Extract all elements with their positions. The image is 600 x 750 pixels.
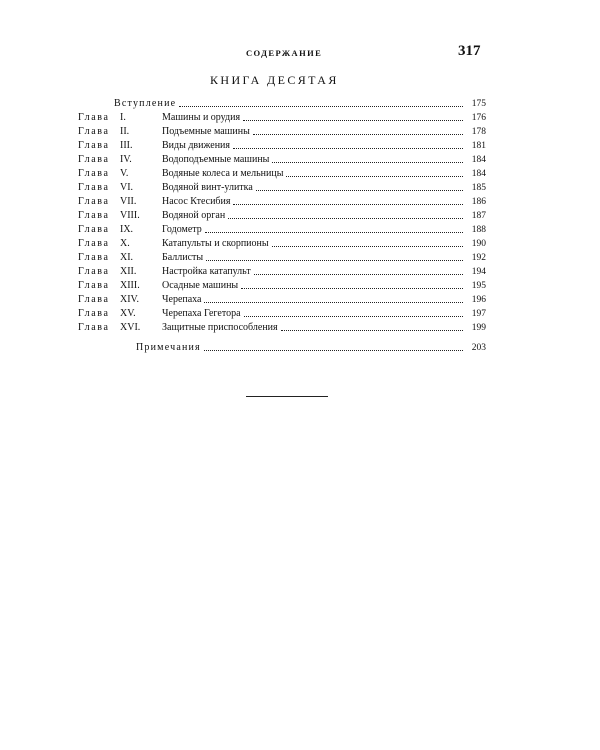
chapter-number: IX. (120, 224, 134, 235)
dot-leader (256, 190, 463, 191)
chapter-prefix: Глава (78, 154, 110, 165)
dot-leader (286, 176, 463, 177)
chapter-prefix: Глава (78, 210, 110, 221)
toc-entry-page: 184 (471, 169, 486, 179)
toc-entry-page: 188 (471, 225, 486, 235)
chapter-prefix: Глава (78, 224, 110, 235)
chapter-prefix: Глава (78, 322, 110, 333)
chapter-number: II. (120, 126, 130, 137)
toc-entry-page: 181 (471, 141, 486, 151)
chapter-number: V. (120, 168, 129, 179)
chapter-number: XII. (120, 266, 137, 277)
toc-entry-page: 199 (471, 323, 486, 333)
horizontal-rule (246, 396, 328, 397)
book-title: КНИГА ДЕСЯТАЯ (210, 73, 339, 87)
toc-entry-title: Катапульты и скорпионы (162, 238, 269, 249)
toc-entry-title: Вступление (114, 98, 177, 109)
toc-entry-page: 196 (471, 295, 486, 305)
toc-entry-page: 195 (471, 281, 486, 291)
toc-entry-chapter[interactable] (78, 194, 486, 208)
chapter-number: XIII. (120, 280, 140, 291)
toc-entry-notes[interactable] (78, 340, 486, 354)
dot-leader (205, 232, 463, 233)
toc-entry-chapter[interactable] (78, 292, 486, 306)
toc-entry-title: Подъемные машины (162, 126, 250, 137)
toc-entry-page: 190 (471, 239, 486, 249)
toc-entry-page: 203 (471, 343, 486, 353)
chapter-number: XVI. (120, 322, 141, 333)
toc-entry-chapter[interactable] (78, 264, 486, 278)
toc-entry-page: 178 (471, 127, 486, 137)
chapter-prefix: Глава (78, 294, 110, 305)
toc-entry-chapter[interactable] (78, 236, 486, 250)
chapter-number: III. (120, 140, 133, 151)
toc-entry-title: Примечания (136, 342, 201, 353)
chapter-prefix: Глава (78, 140, 110, 151)
chapter-prefix: Глава (78, 238, 110, 249)
dot-leader (233, 148, 463, 149)
dot-leader (244, 316, 463, 317)
toc-entry-chapter[interactable] (78, 152, 486, 166)
toc-entry-title: Водоподъемные машины (162, 154, 270, 165)
dot-leader (272, 246, 463, 247)
dot-leader (241, 288, 463, 289)
toc-entry-page: 185 (471, 183, 486, 193)
dot-leader (204, 350, 463, 351)
toc-entry-title: Осадные машины (162, 280, 239, 291)
toc-entry-title: Машины и орудия (162, 112, 241, 123)
chapter-number: I. (120, 112, 126, 123)
chapter-number: XIV. (120, 294, 139, 305)
toc-entry-chapter[interactable] (78, 124, 486, 138)
chapter-prefix: Глава (78, 168, 110, 179)
running-title: СОДЕРЖАНИЕ (246, 48, 323, 58)
dot-leader (228, 218, 463, 219)
toc-entry-chapter[interactable] (78, 166, 486, 180)
chapter-prefix: Глава (78, 266, 110, 277)
toc-entry-chapter[interactable] (78, 222, 486, 236)
toc-entry-title: Настройка катапульт (162, 266, 251, 277)
page-header (0, 44, 600, 64)
chapter-number: VII. (120, 196, 137, 207)
dot-leader (179, 106, 463, 107)
chapter-prefix: Глава (78, 308, 110, 319)
dot-leader (233, 204, 463, 205)
dot-leader (253, 134, 463, 135)
toc-entry-page: 176 (471, 113, 486, 123)
toc-entry-title: Водяной орган (162, 210, 226, 221)
toc-entry-intro[interactable] (78, 96, 486, 110)
chapter-prefix: Глава (78, 182, 110, 193)
dot-leader (204, 302, 463, 303)
chapter-number: VI. (120, 182, 134, 193)
toc-entry-chapter[interactable] (78, 320, 486, 334)
dot-leader (281, 330, 463, 331)
chapter-number: IV. (120, 154, 132, 165)
chapter-number: XI. (120, 252, 134, 263)
toc-entry-title: Водяные колеса и мельницы (162, 168, 284, 179)
toc-entry-title: Виды движения (162, 140, 231, 151)
toc-entry-chapter[interactable] (78, 110, 486, 124)
chapter-prefix: Глава (78, 126, 110, 137)
chapter-number: XV. (120, 308, 136, 319)
dot-leader (272, 162, 463, 163)
toc-entry-chapter[interactable] (78, 250, 486, 264)
toc-entry-page: 194 (471, 267, 486, 277)
toc-entry-page: 197 (471, 309, 486, 319)
toc-entry-title: Защитные приспособления (162, 322, 278, 333)
page-number: 317 (458, 43, 481, 59)
chapter-prefix: Глава (78, 196, 110, 207)
chapter-prefix: Глава (78, 112, 110, 123)
chapter-number: VIII. (120, 210, 140, 221)
toc-entry-chapter[interactable] (78, 180, 486, 194)
toc-entry-page: 186 (471, 197, 486, 207)
toc-entry-chapter[interactable] (78, 306, 486, 320)
toc-entry-page: 192 (471, 253, 486, 263)
toc-entry-title: Черепаха (162, 294, 202, 305)
dot-leader (206, 260, 463, 261)
toc-entry-title: Годометр (162, 224, 202, 235)
chapter-number: X. (120, 238, 130, 249)
toc-entry-page: 175 (471, 99, 486, 109)
toc-entry-page: 184 (471, 155, 486, 165)
toc-entry-chapter[interactable] (78, 138, 486, 152)
toc-entry-title: Водяной винт-улитка (162, 182, 253, 193)
toc-entry-chapter[interactable] (78, 208, 486, 222)
toc-entry-chapter[interactable] (78, 278, 486, 292)
toc-entry-title: Черепаха Гегетора (162, 308, 241, 319)
chapter-prefix: Глава (78, 252, 110, 263)
toc-entry-title: Насос Ктесибия (162, 196, 231, 207)
chapter-list (78, 110, 486, 334)
table-of-contents (78, 96, 486, 354)
dot-leader (254, 274, 463, 275)
toc-entry-page: 187 (471, 211, 486, 221)
dot-leader (243, 120, 463, 121)
chapter-prefix: Глава (78, 280, 110, 291)
toc-entry-title: Баллисты (162, 252, 204, 263)
